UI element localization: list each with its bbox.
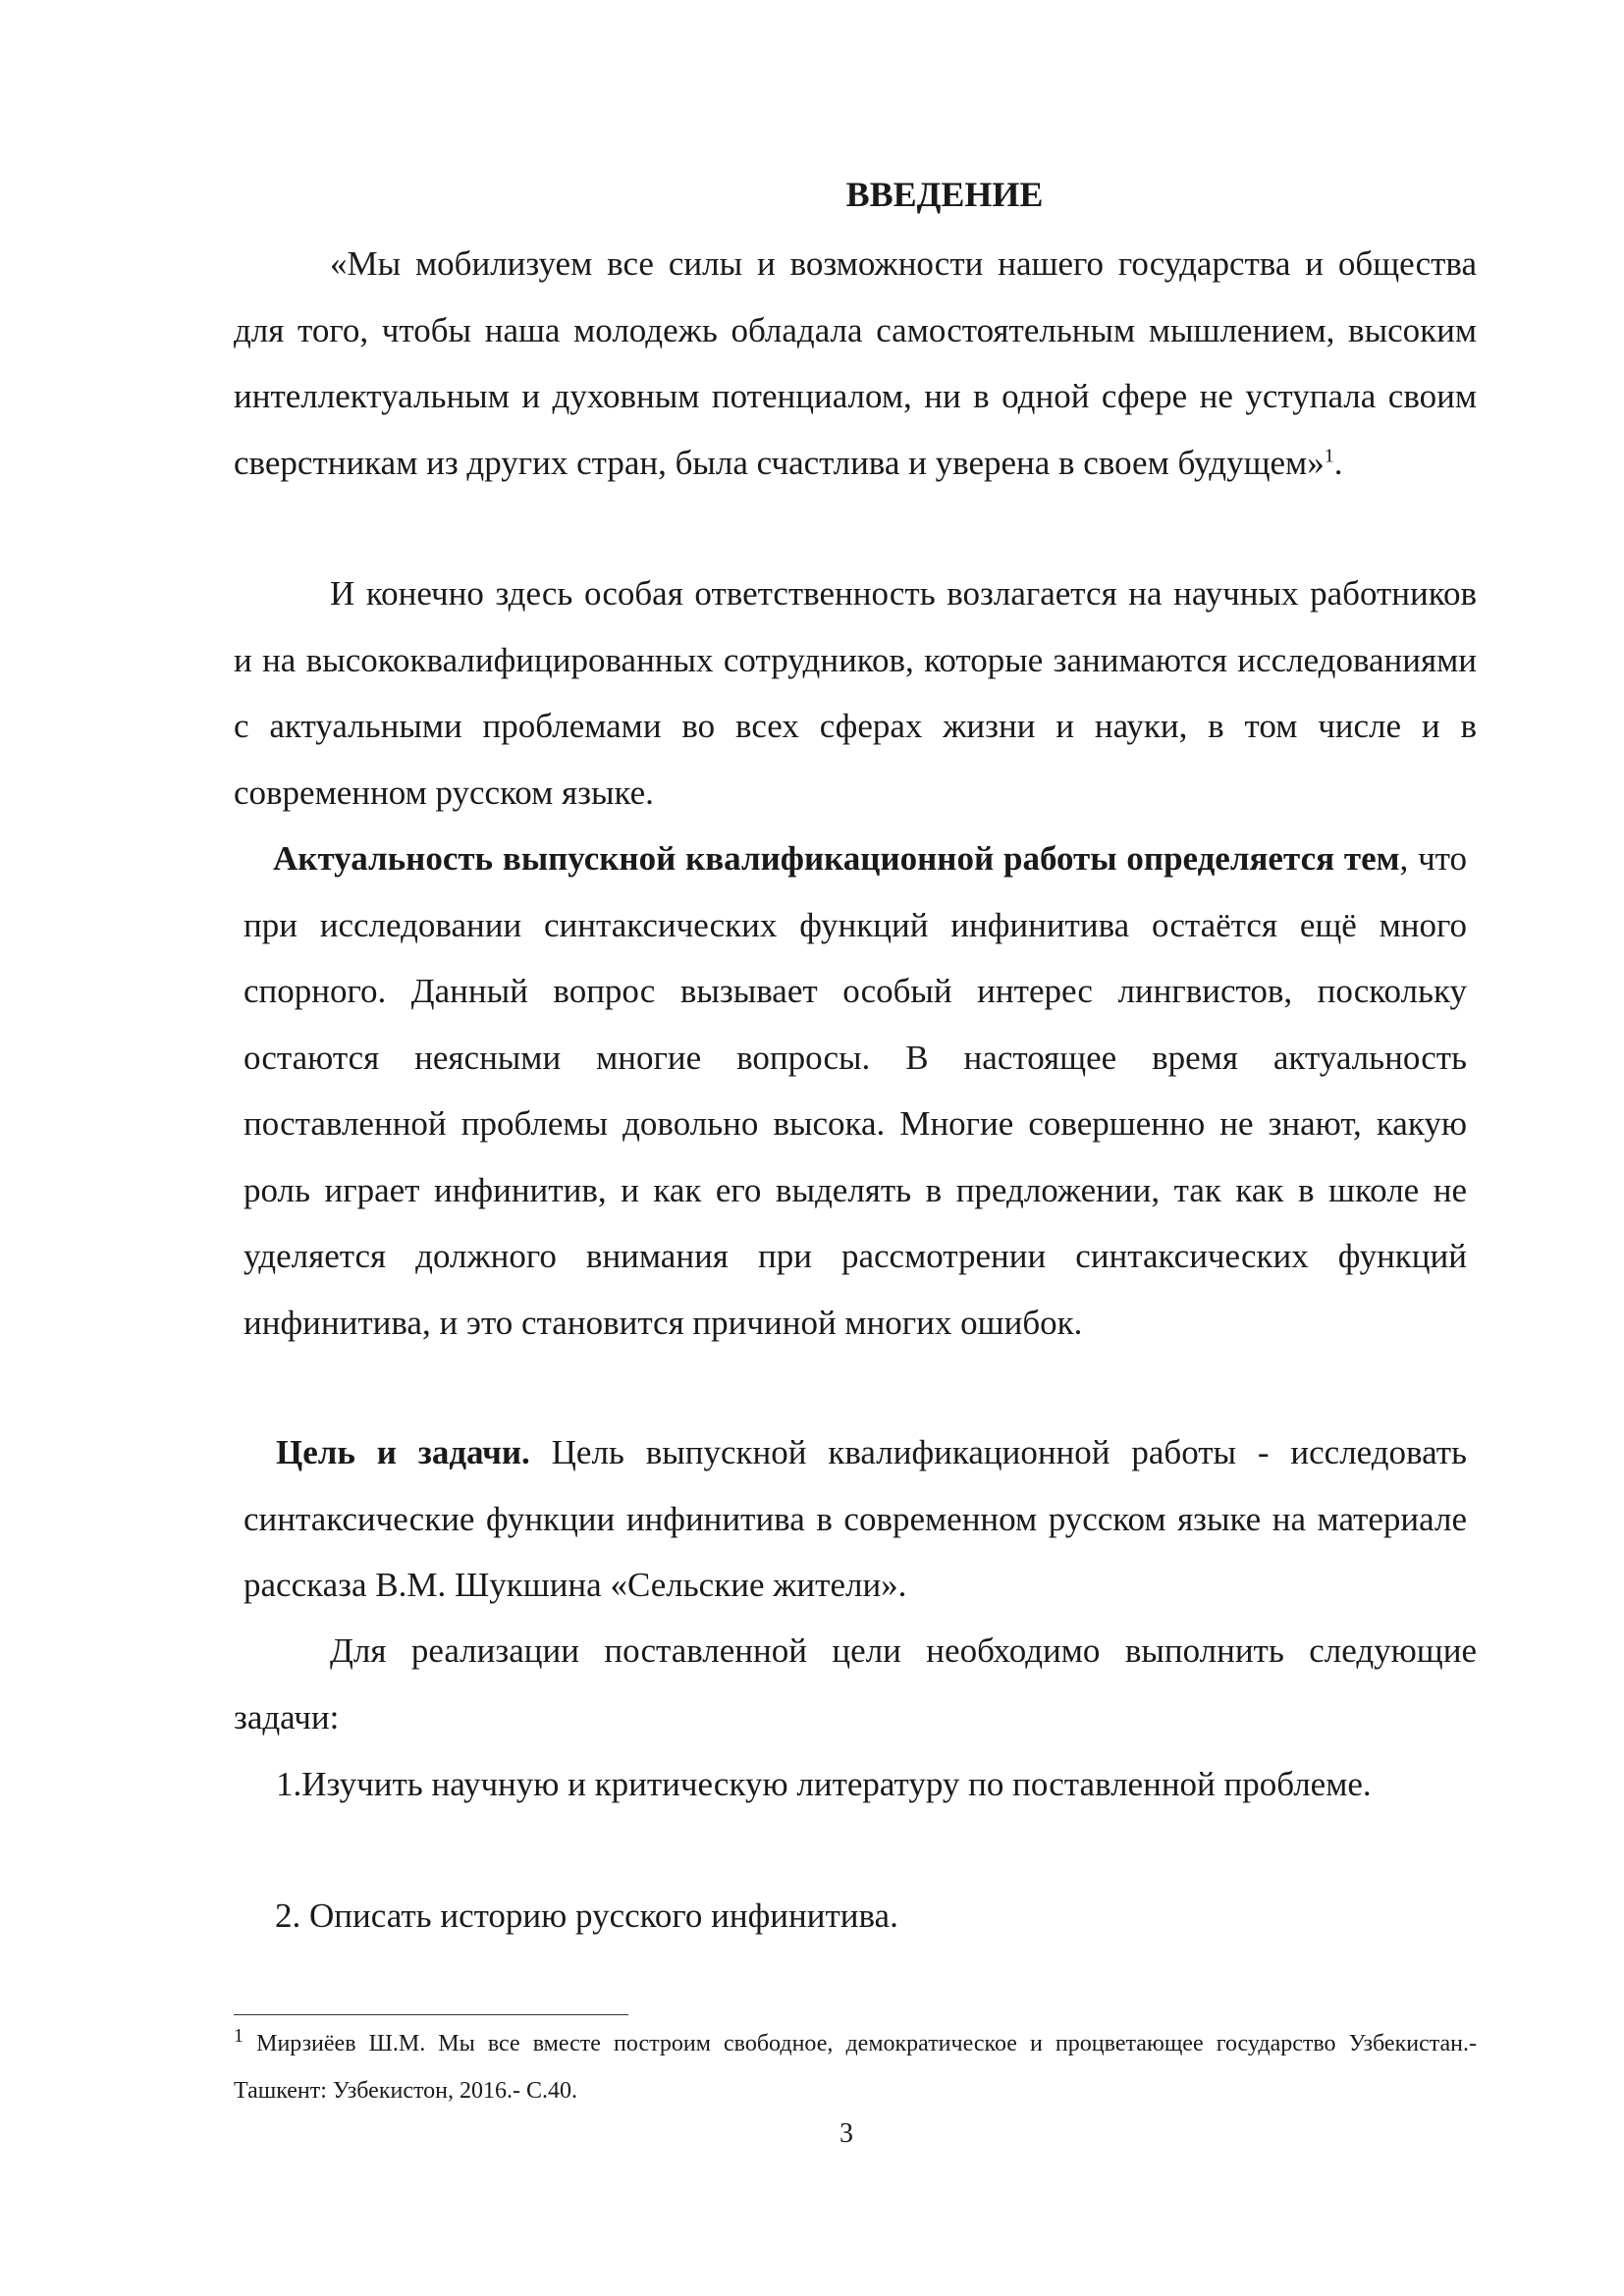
relevance-paragraph [244,826,1467,1356]
quote-paragraph [234,231,1477,496]
footnote-reference[interactable]: 1 [1324,444,1334,466]
footnote [234,2020,1477,2114]
quote-end: . [1333,443,1343,482]
relevance-lead: Актуальность выпускной квалификационной работы определяется тем [273,839,1400,878]
footnote-mark: 1 [234,2025,244,2047]
footnote-text: Мирзиёев Ш.М. Мы все вместе построим свободное, демократическое и процветающее государство Узбекистан.- Ташкент: Узбекистон, 2016.- С.40. [234,2031,1477,2104]
goals-text: Цель выпускной квалификационной работы - исследовать синтаксические функции инфинитива в современном русском языке на материале рассказа В.М. Шукшина «Сельские жители». [244,1433,1468,1604]
responsibility-paragraph: И конечно здесь особая ответственность возлагается на научных работников и на высококвалифицированных сотрудников, которые занимаются исследованиями с актуальными проблемами во всех сферах жизни и науки, в том числе и в современном русском языке. [234,574,1477,812]
quote-text: «Мы мобилизуем все силы и возможности нашего государства и общества для того, чтобы наша молодежь обладала самостоятельным мышлением, высоким интеллектуальным и духовным потенциалом, ни в одной сфере не уступала своим сверстникам из других стран, была счастлива и уверена в своем будущем» [234,244,1477,482]
relevance-text: , что при исследовании синтаксических функций инфинитива остаётся ещё много спорного. Данный вопрос вызывает особый интерес лингвистов, поскольку остаются неясными многие вопросы. В настоящее время актуальность поставленной проблемы довольно высока. Многие совершенно не знают, какую роль играет инфинитив, и как его выделять в предложении, так как в школе не уделяется должного внимания при рассмотрении синтаксических функций инфинитива, и это становится причиной многих ошибок. [244,839,1468,1342]
tasks-intro-paragraph: Для реализации поставленной цели необходимо выполнить следующие задачи: [234,1631,1477,1736]
page-number: 3 [839,2118,853,2149]
footnote-separator [234,2014,628,2015]
section-heading: ВВЕДЕНИЕ [845,175,1044,214]
goals-paragraph [244,1419,1467,1619]
task-item-2: 2. Описать историю русского инфинитива. [275,1896,898,1935]
task-item-1: 1.Изучить научную и критическую литературу по поставленной проблеме. [276,1765,1372,1803]
goals-lead: Цель и задачи. [276,1433,530,1471]
